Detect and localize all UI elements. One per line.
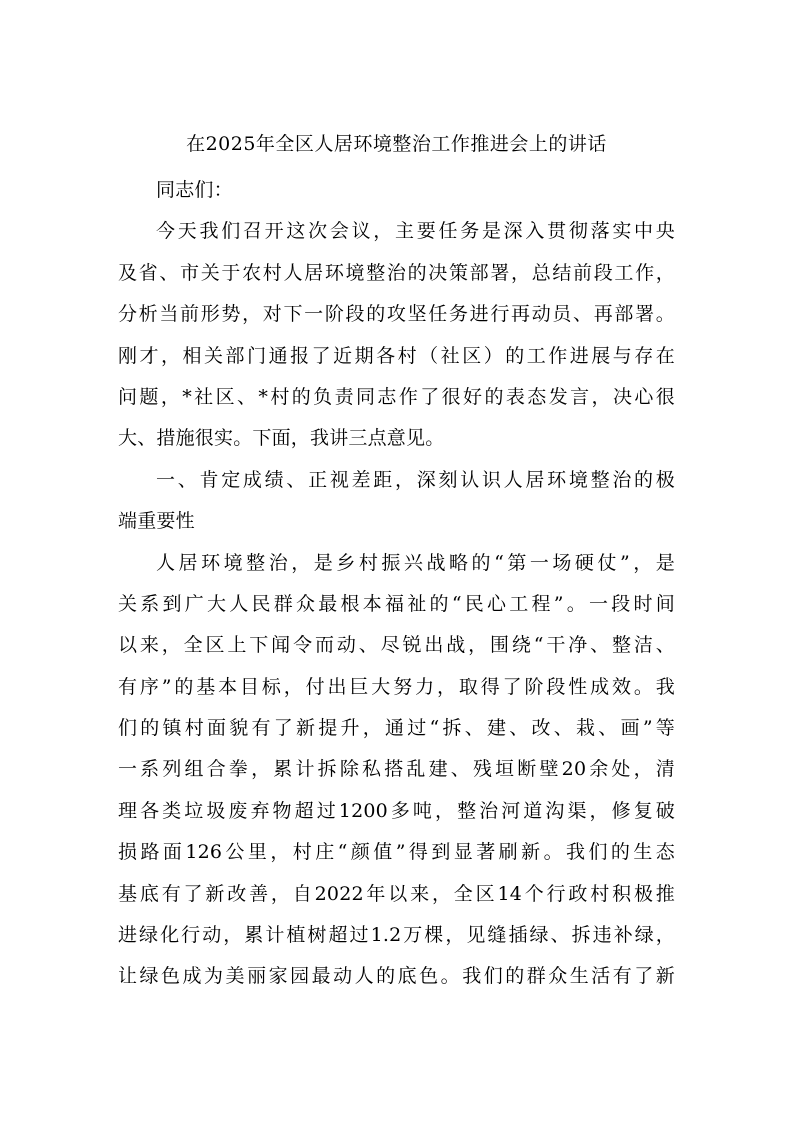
text-line: 有序”的基本目标，付出巨大努力，取得了阶段性成效。我 (118, 675, 675, 698)
text-line: 分析当前形势，对下一阶段的攻坚任务进行再动员、再部署。 (118, 303, 675, 326)
text-line: 问题，*社区、*村的负责同志作了很好的表态发言，决心很 (118, 385, 675, 408)
text-line: 端重要性 (118, 510, 195, 533)
document-body (118, 170, 675, 998)
text-line: 理各类垃圾废弃物超过1200多吨，整治河道沟渠，修复破 (118, 799, 675, 822)
text-line: 今天我们召开这次会议，主要任务是深入贯彻落实中央 (156, 220, 675, 243)
text-line: 人居环境整治，是乡村振兴战略的“第一场硬仗”，是 (156, 551, 675, 574)
text-line: 同志们： (156, 179, 233, 201)
text-line: 一、肯定成绩、正视差距，深刻认识人居环境整治的极 (156, 468, 675, 491)
text-line: 损路面126公里，村庄“颜值”得到显著刷新。我们的生态 (118, 841, 675, 864)
text-line: 让绿色成为美丽家园最动人的底色。我们的群众生活有了新 (118, 965, 675, 988)
text-line: 进绿化行动，累计植树超过1.2万棵，见缝插绿、拆违补绿， (118, 924, 675, 947)
text-line: 们的镇村面貌有了新提升，通过“拆、建、改、栽、画”等 (118, 717, 675, 740)
text-line: 一系列组合拳，累计拆除私搭乱建、残垣断壁20余处，清 (118, 758, 675, 781)
text-line: 刚才，相关部门通报了近期各村（社区）的工作进展与存在 (118, 344, 675, 367)
document-title: 在2025年全区人居环境整治工作推进会上的讲话 (186, 133, 607, 155)
text-line: 及省、市关于农村人居环境整治的决策部署，总结前段工作， (118, 261, 675, 284)
text-line: 大、措施很实。下面，我讲三点意见。 (118, 427, 445, 450)
text-line: 以来，全区上下闻令而动、尽锐出战，围绕“干净、整洁、 (118, 634, 675, 657)
text-line: 关系到广大人民群众最根本福祉的“民心工程”。一段时间 (118, 592, 675, 615)
text-line: 基底有了新改善，自2022年以来，全区14个行政村积极推 (118, 882, 675, 905)
